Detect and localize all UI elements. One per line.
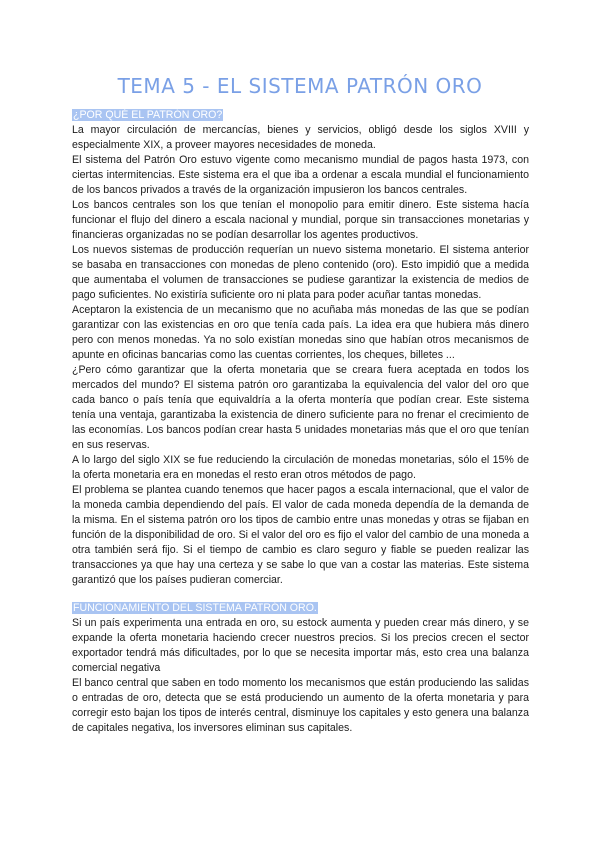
section-heading-why-gold-standard: ¿POR QUÉ EL PATRÓN ORO?: [73, 109, 223, 121]
paragraph: Los nuevos sistemas de producción requerían un nuevo sistema monetario. El sistema anterior se basaba en transacciones con monedas de pleno contenido (oro). Esto impidió que a medida que aumentaba el volumen de transacciones se pudiese garantizar la existencia de medios de pago suficientes. No existiría suficiente oro ni plata para poder acuñar tantas monedas.: [72, 244, 529, 301]
paragraph: El problema se plantea cuando tenemos que hacer pagos a escala internacional, que el valor de la moneda cambia dependiendo del país. El valor de cada moneda dependía de la demanda de la misma. En el sistema patrón oro los tipos de cambio entre unas monedas y otras se fijaban en función de la disponibilidad de oro. Si el valor del oro es fijo el valor del cambio de una moneda a otra también será fijo. Si el tiempo de cambio es claro seguro y fiable se pueden realizar las transacciones ya que hay una certeza y se sabe lo que van a costar las materias. Este sistema garantizó que los países pudieran comerciar.: [72, 484, 529, 586]
paragraph: A lo largo del siglo XIX se fue reduciendo la circulación de monedas monetarias, sólo el 15% de la oferta monetaria era en monedas el resto eran otros métodos de pago.: [72, 454, 529, 481]
paragraph: La mayor circulación de mercancías, bienes y servicios, obligó desde los siglos XVIII y especialmente XIX, a proveer mayores necesidades de moneda.: [72, 124, 529, 151]
document-body: [72, 108, 529, 736]
paragraph: Aceptaron la existencia de un mecanismo que no acuñaba más monedas de las que se podían garantizar con las existencias en oro que tenía cada país. La idea era que hubiera más dinero pero con menos monedas. Ya no solo existían monedas sino que habían otros mecanismos de apunte en oficinas bancarias como las cuentas corrientes, los cheques, billetes ...: [72, 304, 529, 361]
document-title: TEMA 5 - EL SISTEMA PATRÓN ORO: [117, 74, 483, 98]
section-spacer: [72, 588, 529, 601]
section-heading-how-it-works: FUNCIONAMIENTO DEL SISTEMA PATRÓN ORO.: [73, 602, 317, 614]
paragraph: Si un país experimenta una entrada en oro, su estock aumenta y pueden crear más dinero, y se expande la oferta monetaria haciendo crecer nuestros precios. Si los precios crecen el sector exportador tendrá más dificultades, por lo que se necesita importar más, esto crea una balanza comercial negativa: [72, 617, 529, 674]
paragraph: El banco central que saben en todo momento los mecanismos que están produciendo las salidas o entradas de oro, detecta que se está produciendo un aumento de la oferta monetaria y para corregir esto bajan los tipos de interés central, disminuye los capitales y esto genera una balanza de capitales negativa, los inversores eliminan sus capitales.: [72, 677, 529, 734]
paragraph: ¿Pero cómo garantizar que la oferta monetaria que se creara fuera aceptada en todos los mercados del mundo? El sistema patrón oro garantizaba la equivalencia del valor del oro que cada banco o país tenía que equivaldría a la oferta montería que podían crear. Este sistema tenía una ventaja, garantizaba la existencia de dinero suficiente para no frenar el crecimiento de las economías. Los bancos podían crear hasta 5 unidades monetarias más que el oro que tenían en sus reservas.: [72, 364, 529, 451]
paragraph: El sistema del Patrón Oro estuvo vigente como mecanismo mundial de pagos hasta 1973, con ciertas intermitencias. Este sistema era el que iba a ordenar a escala mundial el funcionamiento de los bancos privados a través de la organización impusieron los bancos centrales.: [72, 154, 529, 196]
paragraph: Los bancos centrales son los que tenían el monopolio para emitir dinero. Este sistema hacía funcionar el flujo del dinero a escala nacional y mundial, porque sin transacciones monetarias y financieras organizadas no se podían desarrollar los agentes productivos.: [72, 199, 529, 241]
